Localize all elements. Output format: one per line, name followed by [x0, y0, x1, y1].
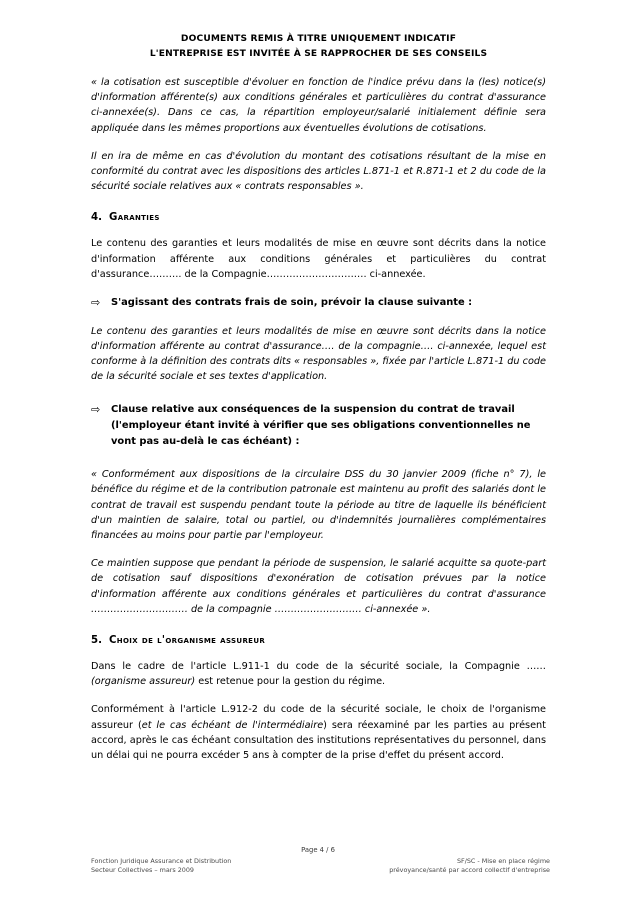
section-title: garanties [108, 212, 160, 224]
footer-left-line-2: Secteur Collectives – mars 2009 [91, 866, 194, 875]
section4-paragraph-1: Le contenu des garanties et leurs modalités de mise en œuvre sont décrits dans la notice d'information afférente aux conditions générales et particulières du contrat d'assurance………. de la Compagnie…………………………. ci-annexée. [91, 238, 546, 280]
section5-paragraph-2 [91, 702, 546, 763]
section4-clause-3: Ce maintien suppose que pendant la période de suspension, le salarié acquitte sa quote-part de cotisation sauf dispositions d'exonération de cotisation prévues par la notice d'information afférente aux conditions générales et particulières du contrat d'assurance ………………………… de la compagnie ……………………… ci-annexée ». [91, 558, 546, 615]
s5p1-pre: Dans le cadre de l'article L.911-1 du code de la sécurité sociale, la Compagnie …… [91, 661, 546, 673]
section-heading-4 [91, 212, 546, 223]
bullet-line-1: Clause relative aux conséquences de la suspension du contrat de travail [111, 404, 515, 416]
footer-left [91, 857, 231, 876]
bullet-line-3: vont pas au-delà le cas échéant) : [111, 435, 300, 447]
intro-paragraph-2: Il en ira de même en cas d'évolution du montant des cotisations résultant de la mise en conformité du contrat avec les dispositions des articles L.871-1 et R.871-1 et 2 du code de la sécurité sociale relatives aux « contrats responsables ». [91, 150, 546, 193]
section-title: choix de l'organisme assureur [108, 635, 266, 647]
footer-page-number: Page 4 / 6 [301, 846, 335, 854]
footer-right-line-1: SF/SC - Mise en place régime [456, 856, 550, 865]
section-number: 5. [91, 635, 102, 647]
bullet-suspension-contrat-text [111, 402, 546, 449]
footer-columns [0, 857, 636, 876]
bullet-suspension-contrat [91, 402, 546, 449]
bullet-frais-de-soin-text: S'agissant des contrats frais de soin, prévoir la clause suivante : [111, 297, 473, 309]
page-footer [0, 846, 636, 876]
document-content [91, 32, 546, 776]
section-heading-5 [91, 635, 546, 646]
rightwards-arrow-icon: ⇨ [91, 403, 101, 417]
footer-right [389, 857, 550, 876]
section4-clause-1: Le contenu des garanties et leurs modalités de mise en œuvre sont décrits dans la notice d'information afférente au contrat d'assurance…. de la compagnie…. ci-annexée, lequel est conforme à la définition des contrats dits « responsables », fixée par l'article L.871-1 du code de la sécurité sociale et ses textes d'application. [91, 325, 546, 383]
header-line-2: L'ENTREPRISE EST INVITÉE À SE RAPPROCHER DE SES CONSEILS [149, 48, 488, 59]
header-line-1: DOCUMENTS REMIS À TITRE UNIQUEMENT INDICATIF [180, 34, 457, 44]
intro-paragraph-1: « la cotisation est susceptible d'évoluer en fonction de l'indice prévu dans la (les) notice(s) d'information afférente(s) aux conditions générales et particulières du contrat d'assurance ci-annexée(s). Dans ce cas, la répartition employeur/salarié initialement définie sera appliquée dans les mêmes proportions aux éventuelles évolutions de cotisations. [91, 77, 546, 134]
s5p1-italic: (organisme assureur) [91, 676, 196, 688]
bullet-line-2: (l'employeur étant invité à vérifier que ses obligations conventionnelles ne [111, 420, 531, 432]
s5p2-post: ) sera réexaminé par les parties au présent accord, après le cas échéant consultation des institutions représentatives du personnel, dans un délai qui ne pourra excéder 5 ans à compter de la prise d'effet du présent accord. [91, 719, 546, 762]
s5p1-post: est retenue pour la gestion du régime. [195, 676, 386, 688]
s5p2-italic: et le cas échéant de l'intermédiaire [141, 719, 324, 731]
section4-clause-2: « Conformément aux dispositions de la circulaire DSS du 30 janvier 2009 (fiche n° 7), le bénéfice du régime et de la contribution patronale est maintenu au profit des salariés dont le contrat de travail est suspendu pendant toute la période au titre de laquelle ils bénéficient d'un maintien de salaire, total ou partiel, ou d'indemnités journalières complémentaires financées au moins pour partie par l'employeur. [91, 469, 546, 542]
footer-left-line-1: Fonction Juridique Assurance et Distribution [91, 856, 232, 865]
s5p2-pre: Conformément à l'article L.912-2 du code de la sécurité sociale, le choix de l'organisme assureur ( [91, 704, 546, 731]
rightwards-arrow-icon: ⇨ [91, 296, 101, 310]
document-header-notice [91, 32, 546, 61]
footer-right-line-2: prévoyance/santé par accord collectif d'entreprise [389, 866, 550, 875]
section5-paragraph-1 [91, 659, 546, 689]
section-number: 4. [91, 212, 102, 224]
bullet-frais-de-soin [91, 295, 546, 311]
